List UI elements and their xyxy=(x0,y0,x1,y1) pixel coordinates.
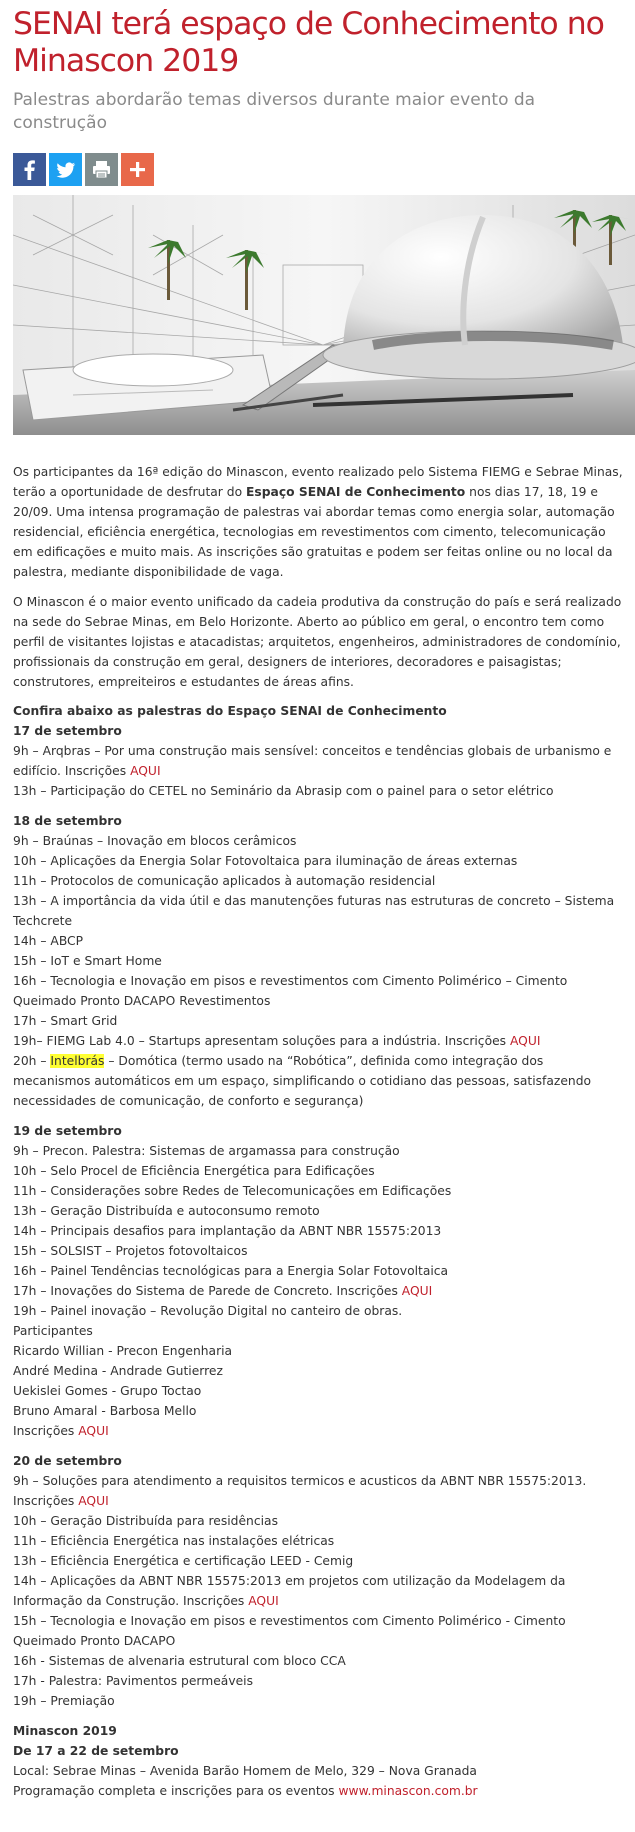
participant: Ricardo Willian - Precon Engenharia xyxy=(13,1344,233,1358)
schedule-item xyxy=(13,1471,623,1511)
schedule-item xyxy=(13,1281,623,1301)
schedule-item: 17h - Palestra: Pavimentos permeáveis xyxy=(13,1674,253,1688)
schedule-item: 16h – Painel Tendências tecnológicas para a Energia Solar Fotovoltaica xyxy=(13,1264,449,1278)
twitter-share-button[interactable] xyxy=(49,153,82,186)
registration-link[interactable]: AQUI xyxy=(509,1034,541,1048)
day-18-section xyxy=(13,811,623,1111)
schedule-item: 13h – Geração Distribuída e autoconsumo remoto xyxy=(13,1204,320,1218)
schedule-item: 9h – Precon. Palestra: Sistemas de argamassa para construção xyxy=(13,1144,400,1158)
schedule-item: 19h – Painel inovação – Revolução Digital no canteiro de obras. xyxy=(13,1304,403,1318)
article-body xyxy=(13,462,623,1801)
schedule-item xyxy=(13,1051,623,1111)
schedule-item-text: 19h– FIEMG Lab 4.0 – Startups apresentam soluções para a indústria. Inscrições xyxy=(13,1034,510,1048)
article-subtitle: Palestras abordarão temas diversos durante maior evento da construção xyxy=(13,90,536,133)
intro-paragraph xyxy=(13,462,623,582)
event-location: Local: Sebrae Minas – Avenida Barão Homem de Melo, 329 – Nova Granada xyxy=(13,1764,477,1778)
program-text: Programação completa e inscrições para os eventos xyxy=(13,1784,339,1798)
minascon-site-link[interactable]: www.minascon.com.br xyxy=(338,1784,478,1798)
schedule-item-text: 14h – Aplicações da ABNT NBR 15575:2013 em projetos com utilização da Modelagem da Informação da Construção. Inscrições xyxy=(13,1574,566,1608)
schedule-item xyxy=(13,741,623,781)
schedule-item: 16h – Tecnologia e Inovação em pisos e revestimentos com Cimento Polimérico – Cimento Queimado Pronto DACAPO Revestimentos xyxy=(13,974,568,1008)
schedule-item: 15h – SOLSIST – Projetos fotovoltaicos xyxy=(13,1244,248,1258)
event-footer xyxy=(13,1721,623,1801)
schedule-item-text: Inscrições xyxy=(13,1424,79,1438)
intro-text-end: nos dias 17, 18, 19 e 20/09. Uma intensa programação de palestras vai abordar temas como energia solar, automação residencial, eficiência energética, tecnologias em revestimentos com cimento, telecomunicação em edificações e muito mais. As inscrições são gratuitas e podem ser feitas online ou no local da palestra, mediante disponibilidade de vaga. xyxy=(13,485,615,579)
schedule-item: 14h – ABCP xyxy=(13,934,84,948)
registration-link[interactable]: AQUI xyxy=(78,1494,109,1508)
schedule-item: 15h – IoT e Smart Home xyxy=(13,954,162,968)
registration-link[interactable]: AQUI xyxy=(130,764,161,778)
intro-bold-text: Espaço SENAI de Conhecimento xyxy=(246,485,466,499)
participants-label: Participantes xyxy=(13,1324,93,1338)
schedule-item: 13h – Participação do CETEL no Seminário da Abrasip com o painel para o setor elétrico xyxy=(13,784,554,798)
schedule-item: 11h – Considerações sobre Redes de Telecomunicações em Edificações xyxy=(13,1184,452,1198)
schedule-item: 13h – Eficiência Energética e certificação LEED - Cemig xyxy=(13,1554,354,1568)
event-program xyxy=(13,1781,623,1801)
schedule-item: 11h – Protocolos de comunicação aplicados à automação residencial xyxy=(13,874,436,888)
schedule-item: 10h – Geração Distribuída para residências xyxy=(13,1514,278,1528)
schedule-item: 9h – Braúnas – Inovação em blocos cerâmicos xyxy=(13,834,297,848)
schedule-item: 16h - Sistemas de alvenaria estrutural com bloco CCA xyxy=(13,1654,346,1668)
schedule-item-text: 9h – Soluções para atendimento a requisitos termicos e acusticos da ABNT NBR 15575:2013. Inscrições xyxy=(13,1474,587,1508)
share-bar xyxy=(13,153,635,186)
schedule-item: 15h – Tecnologia e Inovação em pisos e revestimentos com Cimento Polimérico - Cimento Queimado Pronto DACAPO xyxy=(13,1614,566,1648)
day-20-section xyxy=(13,1451,623,1711)
intro-text: Os participantes da 16ª edição do Minascon, evento realizado pelo Sistema FIEMG e Sebrae Minas, terão a oportunidade de desfrutar do xyxy=(13,465,623,499)
schedule-item xyxy=(13,1031,623,1051)
schedule-item: 13h – A importância da vida útil e das manutenções futuras nas estruturas de concreto – Sistema Techcrete xyxy=(13,894,615,928)
day-19-section xyxy=(13,1121,623,1441)
schedule-item: 10h – Selo Procel de Eficiência Energética para Edificações xyxy=(13,1164,375,1178)
article-title: SENAI terá espaço de Conhecimento no Minascon 2019 xyxy=(13,6,604,79)
schedule-item xyxy=(13,1571,623,1611)
registration-link[interactable]: AQUI xyxy=(401,1284,433,1298)
schedule-item: 10h – Aplicações da Energia Solar Fotovoltaica para iluminação de áreas externas xyxy=(13,854,518,868)
schedule-item-text: – Domótica (termo usado na “Robótica”, definida como integração dos mecanismos automáticos em um espaço, simplificando o cotidiano das pessoas, satisfazendo necessidades de comunicação, de conforto e segurança) xyxy=(13,1054,592,1108)
day-17-section xyxy=(13,721,623,801)
schedule-item-text: 17h – Inovações do Sistema de Parede de Concreto. Inscrições xyxy=(13,1284,402,1298)
participant: Uekislei Gomes - Grupo Toctao xyxy=(13,1384,202,1398)
schedule-item: 11h – Eficiência Energética nas instalações elétricas xyxy=(13,1534,335,1548)
registration-link[interactable]: AQUI xyxy=(248,1594,279,1608)
facebook-share-button[interactable] xyxy=(13,153,46,186)
day-19-label: 19 de setembro xyxy=(13,1124,122,1138)
highlighted-term: Intelbrás xyxy=(50,1054,105,1068)
printer-icon xyxy=(85,153,118,186)
schedule-item: 17h – Smart Grid xyxy=(13,1014,118,1028)
minascon-paragraph: O Minascon é o maior evento unificado da cadeia produtiva da construção do país e será realizado na sede do Sebrae Minas, em Belo Horizonte. Aberto ao público em geral, o encontro tem como perfil de visitantes lojistas e atacadistas; arquitetos, engenheiros, administradores de condomínio, profissionais da construção em geral, designers de interiores, decoradores e paisagistas; construtores, empreiteiros e estudantes de áreas afins. xyxy=(13,595,622,689)
day-17-label: 17 de setembro xyxy=(13,724,122,738)
schedule-item-text: 20h – xyxy=(13,1054,51,1068)
twitter-icon xyxy=(49,153,82,186)
schedule-item: 14h – Principais desafios para implantação da ABNT NBR 15575:2013 xyxy=(13,1224,442,1238)
day-20-label: 20 de setembro xyxy=(13,1454,122,1468)
day-18-label: 18 de setembro xyxy=(13,814,122,828)
participant: André Medina - Andrade Gutierrez xyxy=(13,1364,223,1378)
hero-image xyxy=(13,195,635,435)
event-name: Minascon 2019 xyxy=(13,1724,117,1738)
participant: Bruno Amaral - Barbosa Mello xyxy=(13,1404,197,1418)
schedule-item-text: 9h – Arqbras – Por uma construção mais sensível: conceitos e tendências globais de urbanismo e edifício. Inscrições xyxy=(13,744,612,778)
schedule-item: 19h – Premiação xyxy=(13,1694,115,1708)
facebook-icon xyxy=(13,153,46,186)
event-dates: De 17 a 22 de setembro xyxy=(13,1744,179,1758)
schedule-item xyxy=(13,1421,623,1441)
more-share-button[interactable] xyxy=(121,153,154,186)
print-share-button[interactable] xyxy=(85,153,118,186)
plus-icon xyxy=(121,153,154,186)
schedule-heading: Confira abaixo as palestras do Espaço SENAI de Conhecimento xyxy=(13,704,447,718)
registration-link[interactable]: AQUI xyxy=(78,1424,109,1438)
